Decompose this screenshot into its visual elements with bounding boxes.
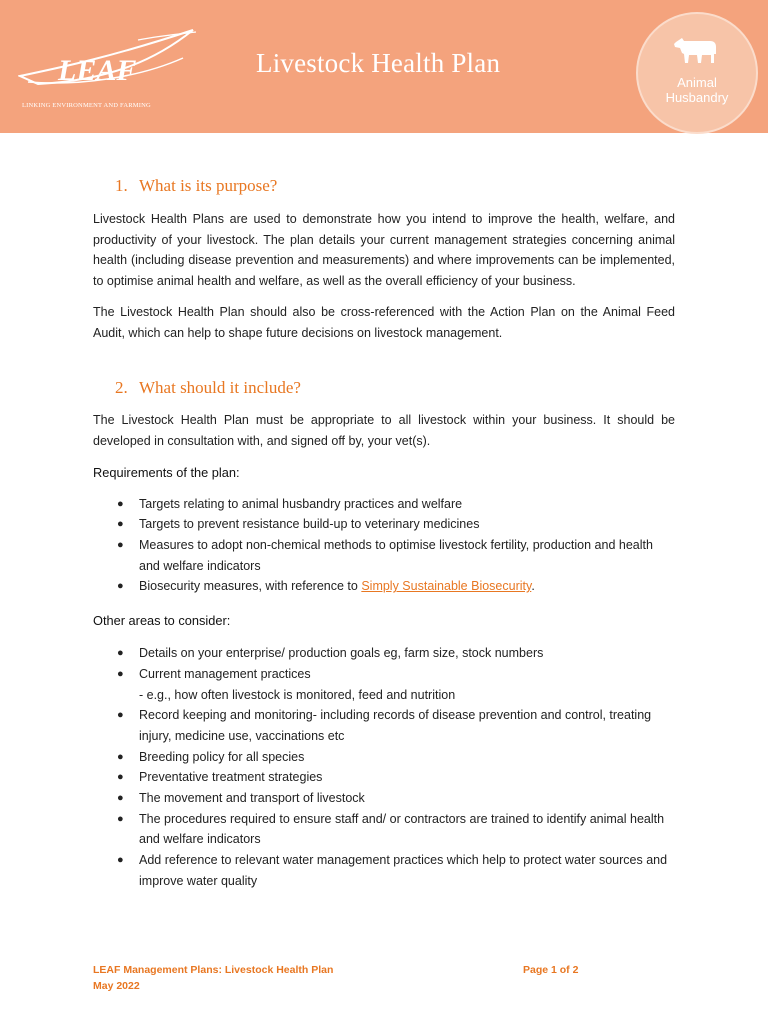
other-areas-title: Other areas to consider: bbox=[93, 613, 231, 629]
section-2-title: What should it include? bbox=[139, 378, 301, 398]
list-item bbox=[93, 494, 675, 515]
list-item-text: Targets relating to animal husbandry practices and welfare bbox=[139, 496, 463, 511]
list-item bbox=[93, 788, 675, 809]
bullet-icon: ● bbox=[117, 812, 124, 825]
bullet-icon: ● bbox=[117, 709, 124, 722]
bullet-icon: ● bbox=[117, 497, 124, 510]
list-item-text: The procedures required to ensure staff and/ or contractors are trained to identify animal health and welfare indicators bbox=[139, 811, 665, 847]
bullet-icon: ● bbox=[117, 667, 124, 680]
document-body bbox=[93, 176, 675, 892]
section-1-number: 1. bbox=[115, 176, 128, 195]
list-item-text: Preventative treatment strategies bbox=[139, 770, 323, 785]
section-1-paragraph-1: Livestock Health Plans are used to demonstrate how you intend to improve the health, welfare, and productivity of your livestock. The plan details your current management strategies concerning animal health (including disease prevention and measurements) and where improvements can be implemented, to optimise animal health and welfare, as well as the overall efficiency of your business. bbox=[93, 212, 675, 289]
list-item bbox=[93, 576, 675, 597]
badge-label bbox=[638, 75, 756, 105]
list-item-text: The movement and transport of livestock bbox=[139, 791, 365, 806]
requirements-list bbox=[93, 494, 675, 598]
list-item-text: Add reference to relevant water management practices which help to protect water sources and improve water quality bbox=[139, 853, 668, 888]
biosecurity-prefix: Biosecurity measures, with reference to bbox=[139, 579, 362, 594]
list-item-subtext: - e.g., how often livestock is monitored, feed and nutrition bbox=[139, 687, 456, 702]
list-item-text: Details on your enterprise/ production goals eg, farm size, stock numbers bbox=[139, 646, 544, 661]
bullet-icon: ● bbox=[117, 539, 124, 552]
footer-page-number: Page 1 of 2 bbox=[523, 964, 579, 976]
section-2-number: 2. bbox=[115, 378, 128, 398]
list-item-text: Record keeping and monitoring- including records of disease prevention and control, treating injury, medicine use, vaccinations etc bbox=[139, 708, 652, 743]
list-item bbox=[93, 747, 675, 768]
logo-tagline: LINKING ENVIRONMENT AND FARMING bbox=[22, 102, 151, 109]
leaf-logo bbox=[18, 28, 198, 118]
page-header bbox=[0, 0, 768, 133]
list-item-text: Measures to adopt non-chemical methods to optimise livestock fertility, production and health and welfare indicators bbox=[139, 538, 653, 573]
footer-doc-title: LEAF Management Plans: Livestock Health Plan bbox=[93, 964, 334, 976]
list-item bbox=[93, 664, 675, 705]
biosecurity-link[interactable]: Simply Sustainable Biosecurity bbox=[361, 579, 532, 594]
list-item bbox=[93, 850, 675, 891]
list-item bbox=[93, 809, 675, 850]
footer-date: May 2022 bbox=[93, 980, 140, 992]
page-title: Livestock Health Plan bbox=[256, 48, 501, 78]
list-item-text: Breeding policy for all species bbox=[139, 749, 305, 764]
section-2-paragraph-1: The Livestock Health Plan must be appropriate to all livestock within your business. It should be developed in consultation with, and signed off by, your vet(s). bbox=[93, 413, 675, 448]
bullet-icon: ● bbox=[117, 580, 124, 593]
section-2-heading bbox=[93, 378, 675, 398]
list-item bbox=[93, 535, 675, 576]
bullet-icon: ● bbox=[117, 647, 124, 660]
bullet-icon: ● bbox=[117, 771, 124, 784]
badge-line-2: Husbandry bbox=[665, 90, 729, 105]
animal-husbandry-badge bbox=[636, 12, 758, 134]
bullet-icon: ● bbox=[117, 792, 124, 805]
requirements-title: Requirements of the plan: bbox=[93, 464, 240, 480]
biosecurity-suffix: . bbox=[531, 579, 535, 594]
cow-icon bbox=[672, 34, 722, 66]
badge-line-1: Animal bbox=[677, 75, 717, 90]
section-1-title: What is its purpose? bbox=[139, 176, 278, 195]
list-item bbox=[93, 514, 675, 535]
list-item bbox=[93, 705, 675, 746]
list-item bbox=[93, 643, 675, 664]
bullet-icon: ● bbox=[117, 854, 124, 867]
bullet-icon: ● bbox=[117, 518, 124, 531]
section-1-paragraph-2: The Livestock Health Plan should also be cross-referenced with the Action Plan on the Animal Feed Audit, which can help to shape future decisions on livestock management. bbox=[93, 304, 675, 340]
logo-wordmark: LEAF bbox=[58, 54, 137, 87]
other-areas-list bbox=[93, 643, 675, 891]
list-item-text: Targets to prevent resistance build-up to veterinary medicines bbox=[139, 517, 480, 532]
list-item-text: Current management practices bbox=[139, 666, 311, 681]
list-item bbox=[93, 767, 675, 788]
section-1-heading bbox=[93, 176, 675, 196]
page-footer bbox=[93, 962, 675, 994]
bullet-icon: ● bbox=[117, 750, 124, 763]
leaf-logo-icon bbox=[18, 28, 198, 108]
